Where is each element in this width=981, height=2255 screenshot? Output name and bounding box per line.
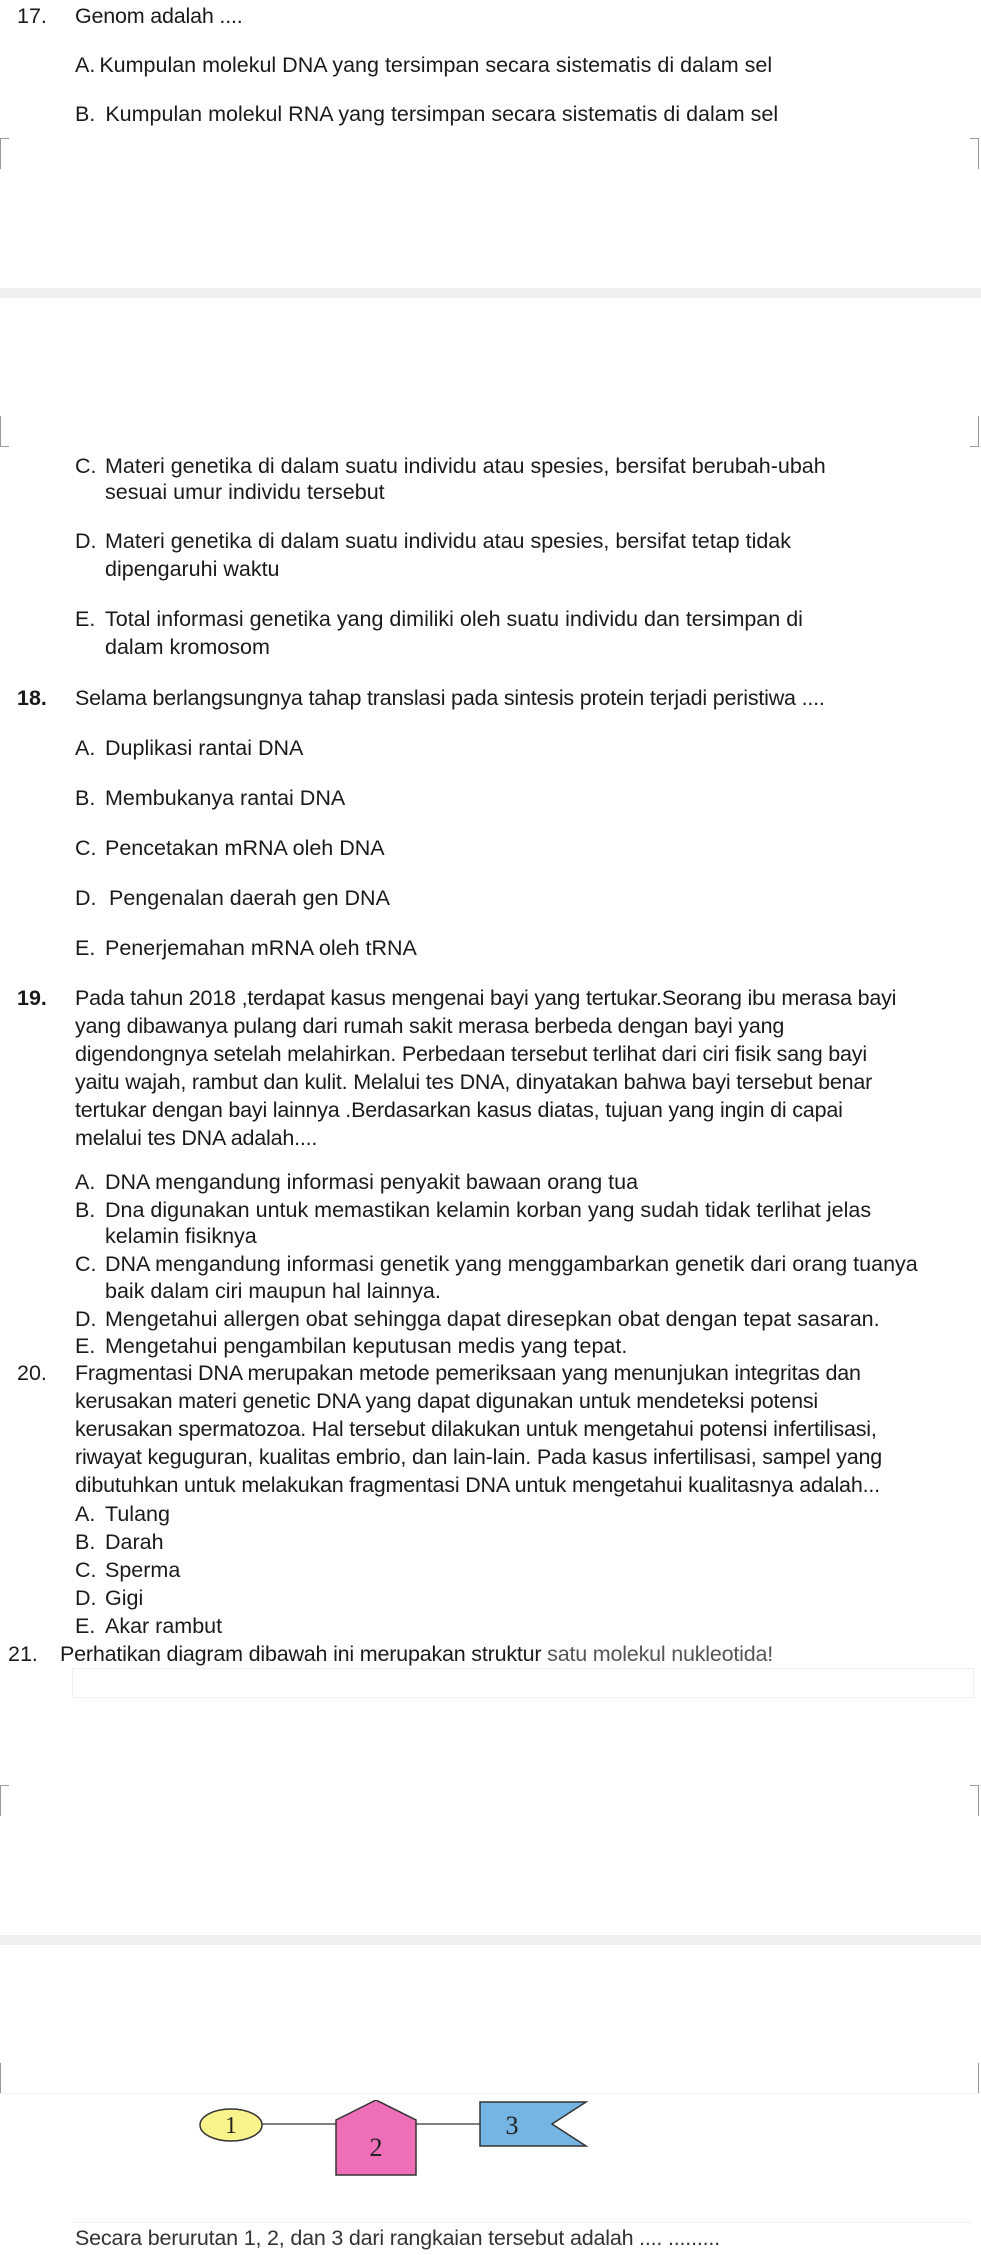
option-text: Total informasi genetika yang dimiliki oleh suatu individu dan tersimpan di <box>105 607 803 631</box>
q18-option-a <box>75 734 303 762</box>
q19-option-c-cont: baik dalam ciri maupun hal lainnya. <box>105 1279 441 1303</box>
q20-option-d <box>75 1584 143 1612</box>
option-label: D. <box>75 1307 97 1331</box>
q19-option-a <box>75 1168 638 1196</box>
option-label: E. <box>75 1334 96 1358</box>
option-text: Kumpulan molekul DNA yang tersimpan secara sistematis di dalam sel <box>99 53 773 77</box>
option-label: C. <box>75 836 97 860</box>
option-label: E. <box>75 936 96 960</box>
page-corner-marker <box>0 416 9 447</box>
q17-option-a <box>75 51 772 79</box>
option-text: DNA mengandung informasi genetik yang menggambarkan genetik dari orang tuanya <box>105 1252 918 1276</box>
option-label: D. <box>75 886 97 910</box>
question-21-footer: Secara berurutan 1, 2, dan 3 dari rangkaian tersebut adalah .... ......... <box>75 2226 720 2250</box>
option-label: B. <box>75 1530 96 1554</box>
page-separator <box>0 1935 981 1945</box>
option-text: Pencetakan mRNA oleh DNA <box>105 836 385 860</box>
question-19-line: Pada tahun 2018 ,terdapat kasus mengenai bayi yang tertukar.Seorang ibu merasa bayi <box>75 986 897 1010</box>
option-text: Membukanya rantai DNA <box>105 786 346 810</box>
option-text: Darah <box>105 1530 164 1554</box>
option-label: E. <box>75 607 96 631</box>
option-label: B. <box>75 786 96 810</box>
q17-option-b <box>75 100 778 128</box>
option-label: E. <box>75 1614 96 1638</box>
option-label: A. <box>75 53 96 77</box>
option-label: C. <box>75 1558 97 1582</box>
question-20-line: kerusakan spermatozoa. Hal tersebut dilakukan untuk mengetahui potensi infertilisasi, <box>75 1417 877 1441</box>
question-20-line: Fragmentasi DNA merupakan metode pemeriksaan yang menunjukan integritas dan <box>75 1361 861 1385</box>
option-label: A. <box>75 1502 96 1526</box>
question-18-text: Selama berlangsungnya tahap translasi pada sintesis protein terjadi peristiwa .... <box>75 686 825 710</box>
option-text: Mengetahui allergen obat sehingga dapat diresepkan obat dengan tepat sasaran. <box>105 1307 880 1331</box>
question-21-number: 21. <box>8 1642 38 1666</box>
option-text: Sperma <box>105 1558 181 1582</box>
svg-text:1: 1 <box>225 2113 237 2139</box>
q17-option-e <box>75 605 803 633</box>
q18-option-c <box>75 834 385 862</box>
question-19-line: melalui tes DNA adalah.... <box>75 1126 318 1150</box>
page-corner-marker <box>970 1785 979 1816</box>
page-corner-marker <box>970 2063 979 2094</box>
q19-option-e <box>75 1332 627 1360</box>
question-19-line: digendongnya setelah melahirkan. Perbedaan tersebut terlihat dari ciri fisik sang bayi <box>75 1042 867 1066</box>
q18-option-e <box>75 934 417 962</box>
question-19-number: 19. <box>17 986 47 1010</box>
phosphate-circle-icon <box>200 2109 262 2141</box>
question-19-line: tertukar dengan bayi lainnya .Berdasarkan kasus diatas, tujuan yang ingin di capai <box>75 1098 843 1122</box>
option-text: Materi genetika di dalam suatu individu atau spesies, bersifat berubah-ubah <box>105 454 826 478</box>
question-19-line: yang dibawanya pulang dari rumah sakit merasa berbeda dengan bayi yang <box>75 1014 785 1038</box>
q19-option-c <box>75 1250 918 1278</box>
page-corner-marker <box>0 1785 9 1816</box>
option-label: C. <box>75 454 97 478</box>
option-label: A. <box>75 736 96 760</box>
q17-option-d <box>75 527 791 555</box>
q17-option-c <box>75 452 826 480</box>
question-17-number: 17. <box>17 4 47 28</box>
option-text: Akar rambut <box>105 1614 223 1638</box>
option-text: Materi genetika di dalam suatu individu atau spesies, bersifat tetap tidak <box>105 529 792 553</box>
option-text: Dna digunakan untuk memastikan kelamin korban yang sudah tidak terlihat jelas <box>105 1198 872 1222</box>
q17-option-c-cont: sesuai umur individu tersebut <box>105 480 385 504</box>
question-18-number: 18. <box>17 686 47 710</box>
q19-option-d <box>75 1305 880 1333</box>
page-corner-marker <box>970 138 979 169</box>
option-text: Duplikasi rantai DNA <box>105 736 304 760</box>
option-text: Kumpulan molekul RNA yang tersimpan secara sistematis di dalam sel <box>105 102 779 126</box>
option-text: Pengenalan daerah gen DNA <box>109 886 390 910</box>
question-20-line: riwayat keguguran, kualitas embrio, dan lain-lain. Pada kasus infertilisasi, sampel yang <box>75 1445 882 1469</box>
option-text: DNA mengandung informasi penyakit bawaan orang tua <box>105 1170 639 1194</box>
q20-option-b <box>75 1528 164 1556</box>
option-label: B. <box>75 1198 96 1222</box>
question-17-text: Genom adalah .... <box>75 4 243 28</box>
option-text: Tulang <box>105 1502 170 1526</box>
q18-option-d <box>75 884 390 912</box>
q17-option-d-cont: dipengaruhi waktu <box>105 557 280 581</box>
text-frame <box>72 1668 974 1698</box>
question-19-line: yaitu wajah, rambut dan kulit. Melalui tes DNA, dinyatakan bahwa bayi tersebut benar <box>75 1070 873 1094</box>
q17-option-e-cont: dalam kromosom <box>105 635 270 659</box>
page-corner-marker <box>0 138 9 169</box>
question-20-line: dibutuhkan untuk melakukan fragmentasi DNA untuk mengetahui kualitasnya adalah... <box>75 1473 880 1497</box>
divider <box>0 2093 981 2094</box>
sugar-pentagon-icon <box>336 2100 416 2175</box>
svg-text:3: 3 <box>505 2111 519 2140</box>
page-separator <box>0 288 981 298</box>
q20-option-c <box>75 1556 180 1584</box>
option-label: B. <box>75 102 96 126</box>
q19-option-b <box>75 1196 871 1224</box>
q20-option-e <box>75 1612 222 1640</box>
question-21-text <box>60 1640 773 1668</box>
page-corner-marker <box>0 2063 9 2094</box>
option-label: D. <box>75 529 97 553</box>
question-21-text-gray: satu molekul nukleotida! <box>547 1642 774 1666</box>
question-20-line: kerusakan materi genetic DNA yang dapat digunakan untuk mendeteksi potensi <box>75 1389 818 1413</box>
question-21-text-dark: Perhatikan diagram dibawah ini merupakan struktur <box>60 1642 542 1666</box>
option-label: C. <box>75 1252 97 1276</box>
option-text: Gigi <box>105 1586 144 1610</box>
q20-option-a <box>75 1500 170 1528</box>
svg-text:2: 2 <box>369 2133 383 2162</box>
q19-option-b-cont: kelamin fisiknya <box>105 1224 257 1248</box>
nucleotide-diagram <box>190 2100 610 2180</box>
divider <box>72 2222 972 2223</box>
option-label: D. <box>75 1586 97 1610</box>
option-text: Penerjemahan mRNA oleh tRNA <box>105 936 417 960</box>
question-20-number: 20. <box>17 1361 47 1385</box>
q18-option-b <box>75 784 345 812</box>
page-corner-marker <box>970 416 979 447</box>
base-flag-icon <box>480 2102 586 2146</box>
option-text: Mengetahui pengambilan keputusan medis yang tepat. <box>105 1334 628 1358</box>
option-label: A. <box>75 1170 96 1194</box>
